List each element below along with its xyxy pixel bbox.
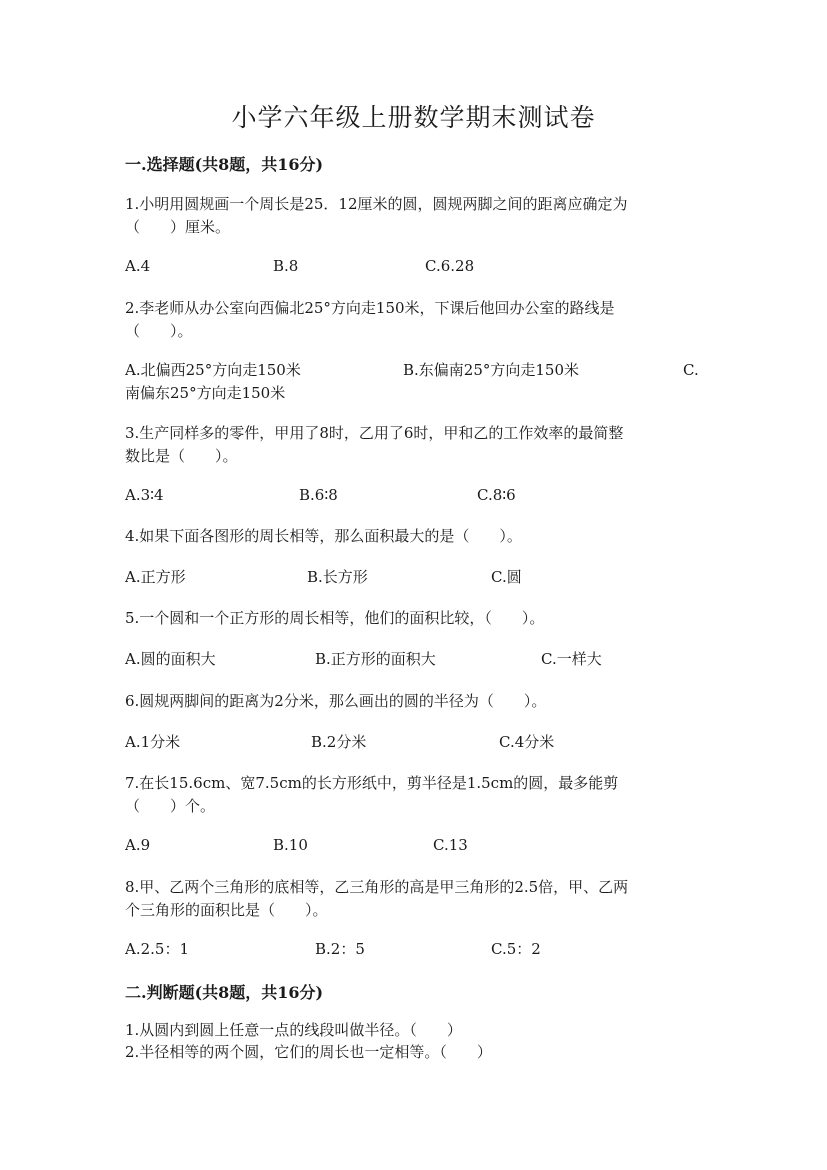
question-3-options (125, 484, 700, 507)
option-c[interactable]: C.圆 (491, 568, 522, 586)
option-a[interactable]: A.1分米 (125, 733, 181, 751)
option-b[interactable]: B.长方形 (307, 568, 368, 586)
page-title: 小学六年级上册数学期末测试卷 (231, 103, 596, 132)
option-c[interactable]: C.4分米 (499, 733, 555, 751)
option-a[interactable]: A.正方形 (125, 568, 186, 586)
question-5-options (125, 648, 700, 671)
question-3 (125, 422, 700, 468)
option-a[interactable]: A.9 (125, 836, 151, 854)
question-6-options (125, 731, 700, 754)
question-4 (125, 525, 700, 548)
question-text: （ ）。 (125, 322, 193, 340)
question-text: 数比是（ ）。 (125, 447, 238, 465)
option-b[interactable]: B.东偏南25°方向走150米 (403, 361, 580, 379)
option-a[interactable]: A.2.5：1 (125, 940, 189, 958)
option-a[interactable]: A.北偏西25°方向走150米 (125, 361, 301, 379)
question-2 (125, 297, 700, 343)
option-a[interactable]: A.3∶4 (125, 486, 164, 504)
option-c[interactable]: C.8∶6 (477, 486, 516, 504)
question-text: 1.小明用圆规画一个周长是25．12厘米的圆，圆规两脚之间的距离应确定为 (125, 195, 628, 213)
option-c-text[interactable]: 南偏东25°方向走150米 (125, 384, 286, 402)
question-text: 7.在长15.6cm、宽7.5cm的长方形纸中，剪半径是1.5cm的圆，最多能剪 (125, 774, 619, 792)
judge-question-1: 1.从圆内到圆上任意一点的线段叫做半径。（ ） (125, 1021, 462, 1039)
question-8 (125, 876, 700, 922)
option-c[interactable]: C.6.28 (425, 257, 475, 275)
option-b[interactable]: B.2：5 (315, 940, 365, 958)
question-7-options (125, 834, 700, 857)
option-c[interactable]: C.13 (433, 836, 468, 854)
option-c[interactable]: C.一样大 (541, 650, 602, 668)
question-1-options (125, 255, 700, 278)
option-b[interactable]: B.6∶8 (299, 486, 338, 504)
question-text: 6.圆规两脚间的距离为2分米，那么画出的圆的半径为（ ）。 (125, 692, 547, 710)
option-a[interactable]: A.圆的面积大 (125, 650, 216, 668)
question-text: 5.一个圆和一个正方形的周长相等，他们的面积比较，（ ）。 (125, 609, 545, 627)
option-c[interactable]: C.5：2 (491, 940, 541, 958)
judge-question-2: 2.半径相等的两个圆，它们的周长也一定相等。（ ） (125, 1043, 492, 1061)
section-heading-judge: 二.判断题(共8题，共16分) (125, 983, 324, 1002)
question-6 (125, 690, 700, 713)
question-8-options (125, 938, 700, 961)
question-text: （ ）个。 (125, 797, 216, 815)
question-text: 个三角形的面积比是（ ）。 (125, 901, 328, 919)
question-text: 2.李老师从办公室向西偏北25°方向走150米，下课后他回办公室的路线是 (125, 299, 615, 317)
question-text: 8.甲、乙两个三角形的底相等，乙三角形的高是甲三角形的2.5倍，甲、乙两 (125, 878, 629, 896)
question-2-options (125, 359, 700, 405)
option-a[interactable]: A.4 (125, 257, 151, 275)
option-b[interactable]: B.正方形的面积大 (315, 650, 436, 668)
question-text: 3.生产同样多的零件，甲用了8时，乙用了6时，甲和乙的工作效率的最简整 (125, 424, 624, 442)
option-b[interactable]: B.2分米 (311, 733, 367, 751)
section-heading-choice: 一.选择题(共8题，共16分) (125, 155, 324, 174)
question-text: 4.如果下面各图形的周长相等，那么面积最大的是（ ）。 (125, 527, 522, 545)
question-4-options (125, 566, 700, 589)
question-7 (125, 772, 700, 818)
question-text: （ ）厘米。 (125, 218, 231, 236)
question-1 (125, 193, 700, 239)
option-c[interactable]: C. (683, 361, 699, 379)
option-b[interactable]: B.10 (273, 836, 308, 854)
question-5 (125, 607, 700, 630)
option-b[interactable]: B.8 (273, 257, 299, 275)
